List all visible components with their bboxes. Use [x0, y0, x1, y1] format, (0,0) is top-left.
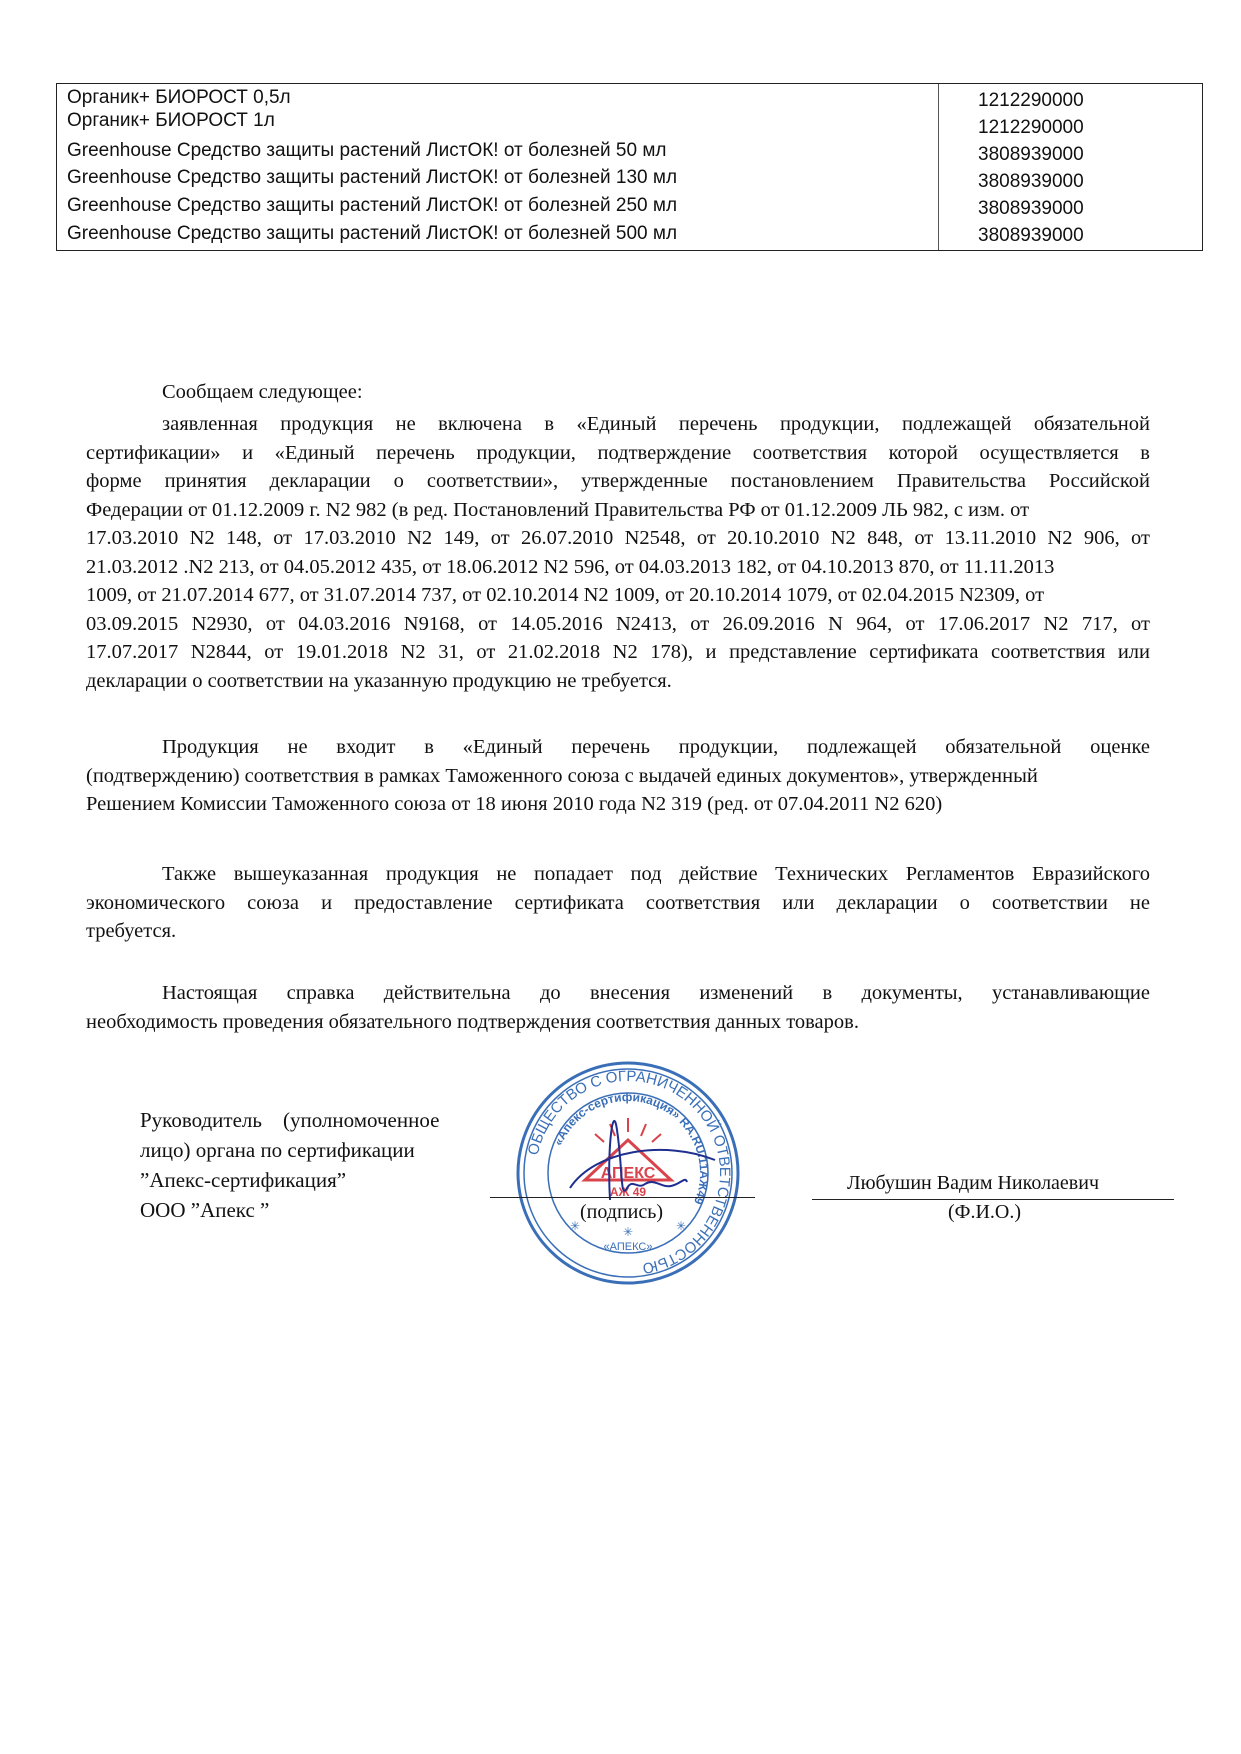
product-code: 3808939000: [978, 198, 1084, 219]
paragraph-1: [86, 410, 1150, 695]
paragraph-line: 21.03.2012 .N2 213, от 04.05.2012 435, от 18.06.2012 N2 596, от 04.03.2013 182, от 04.10.2013 870, от 11.11.2013: [86, 555, 1055, 578]
paragraph-line: Продукция не входит в «Единый перечень продукции, подлежащей обязательной оценке: [162, 736, 1150, 758]
stamp-star-icon: ✳: [569, 1219, 581, 1233]
product-name: Greenhouse Средство защиты растений ЛистОК! от болезней 250 мл: [67, 195, 678, 216]
intro-paragraph: [86, 378, 1150, 407]
paragraph-line: Федерации от 01.12.2009 г. N2 982 (в ред. Постановлений Правительства РФ от 01.12.2009 ЛЬ 982, с изм. от: [86, 498, 1030, 521]
paragraph-line: заявленная продукция не включена в «Единый перечень продукции, подлежащей обязательной: [162, 413, 1150, 435]
paragraph-4: [86, 979, 1150, 1036]
paragraph-line: 17.07.2017 N2844, от 19.01.2018 N2 31, от 21.02.2018 N2 178), и представление сертификата соответствия или: [86, 641, 1150, 663]
product-code: 1212290000: [978, 90, 1084, 111]
paragraph-line: 1009, от 21.07.2014 677, от 31.07.2014 737, от 02.10.2014 N2 1009, от 20.10.2014 1079, от 02.04.2015 N2309, от: [86, 584, 1045, 606]
position-line: ”Апекс-сертификация”: [140, 1168, 347, 1192]
signature-caption: (подпись): [580, 1201, 664, 1223]
stamp-star-icon: ✳: [675, 1219, 687, 1233]
position-line: лицо) органа по сертификации: [140, 1138, 415, 1162]
name-line: [812, 1199, 1174, 1200]
name-caption: (Ф.И.О.): [948, 1201, 1022, 1223]
product-code: 3808939000: [978, 225, 1084, 246]
paragraph-line: Настоящая справка действительна до внесения изменений в документы, устанавливающие: [162, 982, 1150, 1004]
paragraph-line: экономического союза и предоставление сертификата соответствия или декларации о соответствии не: [86, 891, 1150, 914]
product-table: [56, 83, 1203, 251]
product-code: 1212290000: [978, 117, 1084, 138]
paragraph-line: требуется.: [86, 920, 177, 942]
product-name: Органик+ БИОРОСТ 0,5л: [67, 87, 291, 108]
paragraph-line: Решением Комиссии Таможенного союза от 18 июня 2010 года N2 319 (ред. от 07.04.2011 N2 620): [86, 793, 943, 815]
paragraph-line: сертификации» и «Единый перечень продукции, подтверждение соответствия которой осуществляется в: [86, 441, 1150, 464]
product-code: 3808939000: [978, 171, 1084, 192]
intro-text: Сообщаем следующее:: [162, 381, 363, 403]
organization-stamp: [515, 1060, 741, 1286]
product-name: Органик+ БИОРОСТ 1л: [67, 110, 275, 131]
signatory-full-name: Любушин Вадим Николаевич: [847, 1172, 1100, 1194]
paragraph-line: 17.03.2010 N2 148, от 17.03.2010 N2 149, от 26.07.2010 N2548, от 20.10.2010 N2 848, от 13.11.2010 N2 906, от: [86, 527, 1150, 549]
paragraph-2: [86, 733, 1150, 819]
paragraph-line: (подтверждению) соответствия в рамках Таможенного союза с выдачей единых документов», утвержденный: [86, 764, 1038, 787]
stamp-inner-text: «Апекс-сертификация» RA.RU.11АЖ49: [550, 1089, 712, 1207]
product-name: Greenhouse Средство защиты растений ЛистОК! от болезней 130 мл: [67, 167, 678, 188]
stamp-center-code: АЖ 49: [609, 1185, 647, 1199]
paragraph-line: Также вышеуказанная продукция не попадает под действие Технических Регламентов Евразийского: [162, 863, 1150, 885]
stamp-outer-text: ОБЩЕСТВО С ОГРАНИЧЕННОЙ ОТВЕТСТВЕННОСТЬЮ: [524, 1067, 734, 1277]
stamp-star-icon: ✳: [622, 1225, 634, 1239]
signature-line: [490, 1197, 755, 1198]
stamp-center-text: АПЕКС: [600, 1165, 656, 1182]
paragraph-line: необходимость проведения обязательного подтверждения соответствия данных товаров.: [86, 1010, 859, 1033]
paragraph-line: 03.09.2015 N2930, от 04.03.2016 N9168, от 14.05.2016 N2413, от 26.09.2016 N 964, от 17.06.2017 N2 717, от: [86, 612, 1150, 635]
paragraph-3: [86, 860, 1150, 946]
signatory-position: [140, 1105, 470, 1225]
product-code: 3808939000: [978, 144, 1084, 165]
paragraph-line: форме принятия декларации о соответствии», утвержденные постановлением Правительства Российской: [86, 470, 1150, 492]
position-line: ООО ”Апекс ”: [140, 1198, 270, 1222]
table-column-divider: [938, 84, 939, 250]
paragraph-line: декларации о соответствии на указанную продукцию не требуется.: [86, 669, 672, 692]
stamp-bottom-text: «АПЕКС»: [603, 1241, 653, 1253]
position-line: Руководитель (уполномоченное: [140, 1108, 440, 1132]
product-name: Greenhouse Средство защиты растений ЛистОК! от болезней 500 мл: [67, 223, 678, 244]
product-name: Greenhouse Средство защиты растений ЛистОК! от болезней 50 мл: [67, 140, 667, 161]
